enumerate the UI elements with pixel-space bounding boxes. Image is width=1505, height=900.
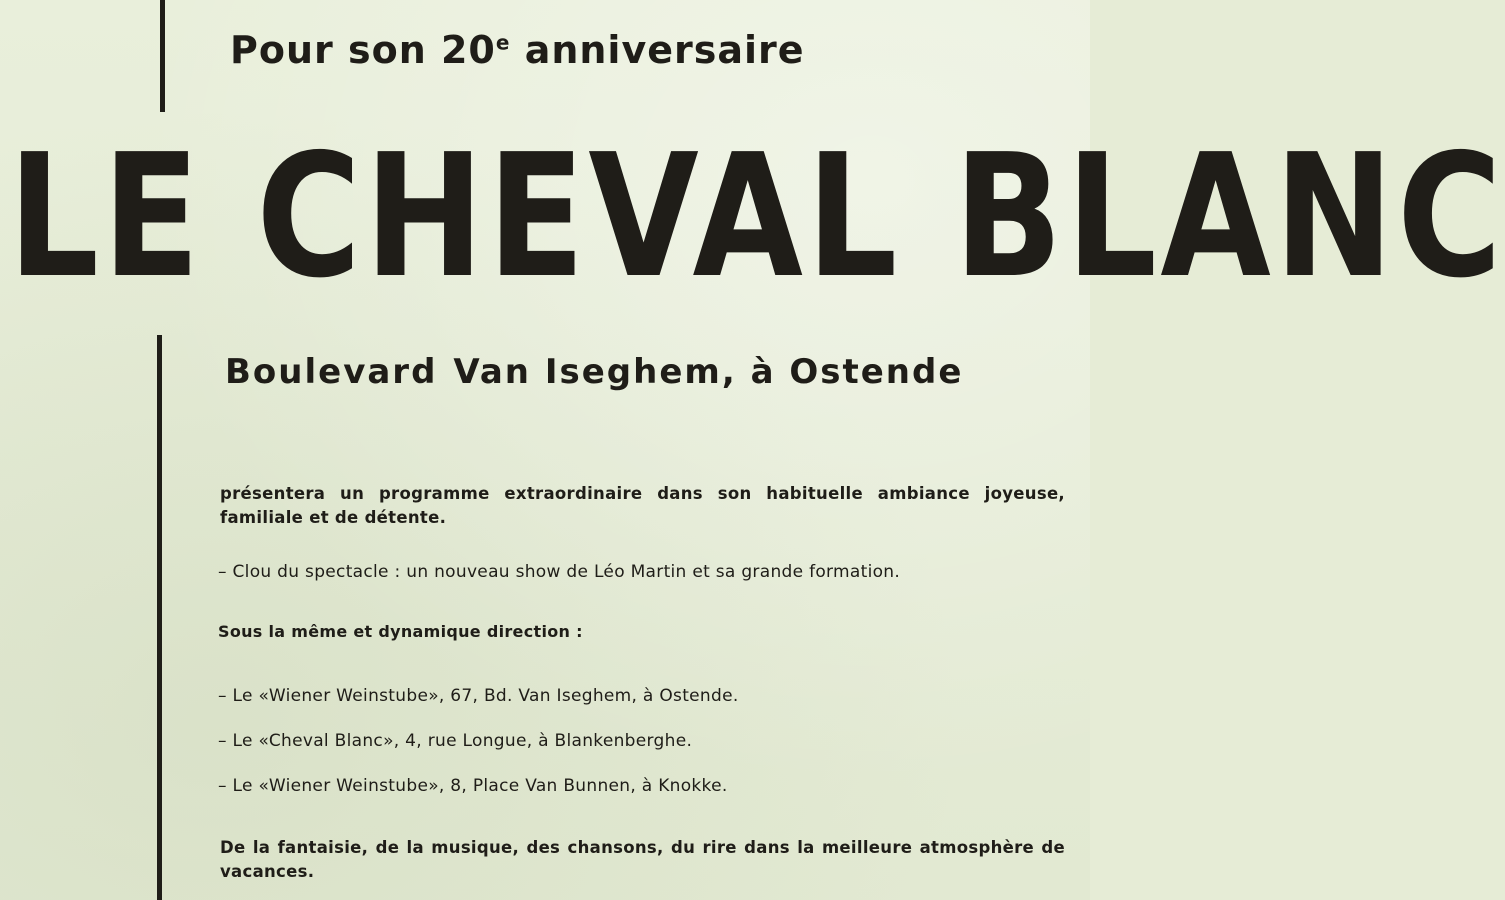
intro-paragraph: présentera un programme extraordinaire dans son habituelle ambiance joyeuse, familiale et de détente. bbox=[220, 484, 1065, 527]
venue-name-title: LE CHEVAL BLANC bbox=[8, 118, 1505, 316]
address-street-type: Boulevard bbox=[225, 352, 438, 392]
direction-heading: Sous la même et dynamique direction : bbox=[218, 622, 583, 641]
anniversary-ordinal-suffix: e bbox=[495, 30, 511, 55]
closing-paragraph: De la fantaisie, de la musique, des chansons, du rire dans la meilleure atmosphère de vacances. bbox=[220, 838, 1065, 881]
highlight-line: – Clou du spectacle : un nouveau show de Léo Martin et sa grande formation. bbox=[218, 562, 901, 582]
venue-address bbox=[225, 352, 963, 392]
vertical-rule-top bbox=[160, 0, 165, 112]
venue-list-item: – Le «Wiener Weinstube», 8, Place Van Bunnen, à Knokke. bbox=[218, 776, 728, 796]
anniversary-heading-start: Pour son 20 bbox=[230, 28, 496, 72]
address-street-location: Van Iseghem, à Ostende bbox=[453, 352, 964, 392]
venue-list-item: – Le «Cheval Blanc», 4, rue Longue, à Blankenberghe. bbox=[218, 731, 693, 751]
vertical-rule-bottom bbox=[157, 335, 162, 900]
anniversary-heading bbox=[230, 28, 805, 72]
anniversary-heading-end: anniversaire bbox=[524, 28, 805, 72]
venue-list-item: – Le «Wiener Weinstube», 67, Bd. Van Iseghem, à Ostende. bbox=[218, 686, 739, 706]
